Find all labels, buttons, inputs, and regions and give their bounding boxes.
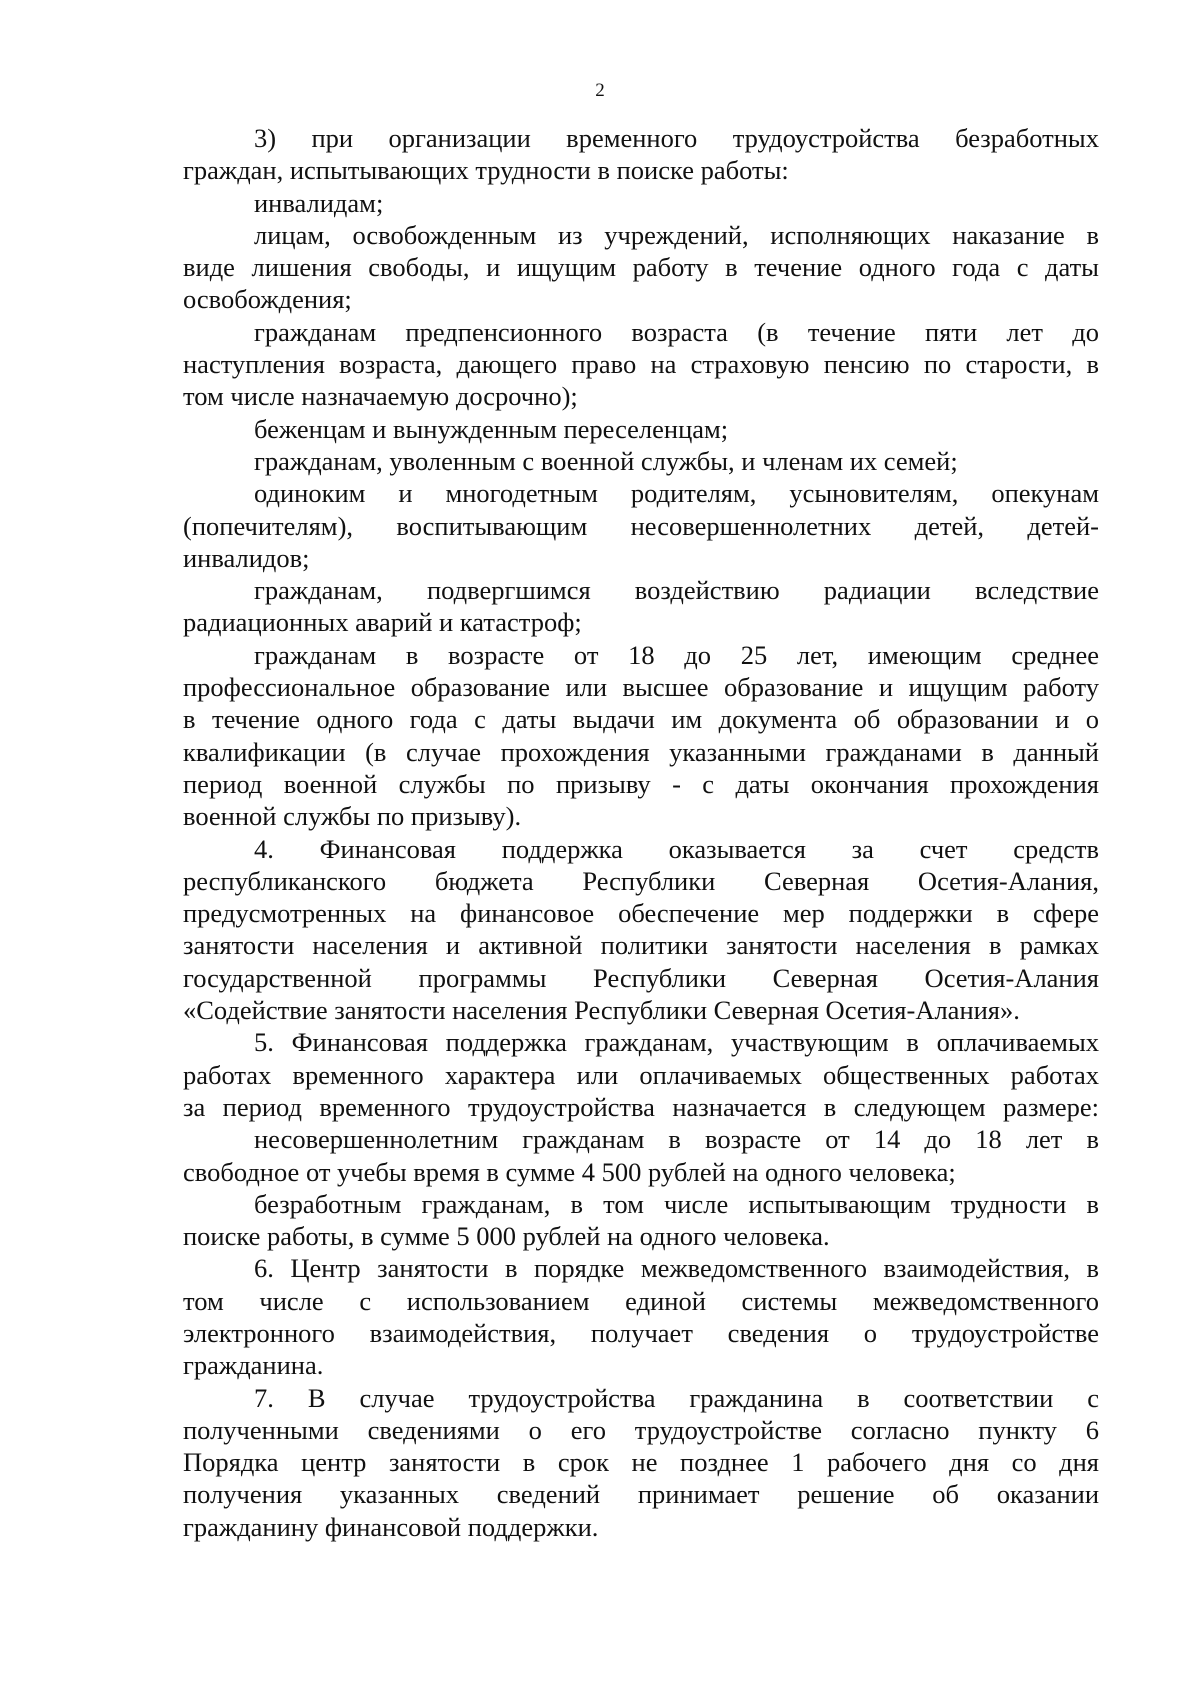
text-line: виде лишения свободы, и ищущим работу в течение одного года с даты (183, 252, 1099, 283)
text-line: 4. Финансовая поддержка оказывается за счет средств (254, 833, 1099, 864)
text-line: 6. Центр занятости в порядке межведомственного взаимодействия, в (254, 1253, 1099, 1284)
text-line: граждан, испытывающих трудности в поиске работы: (183, 155, 789, 186)
text-line: электронного взаимодействия, получает сведения о трудоустройстве (183, 1317, 1099, 1348)
text-line: безработным гражданам, в том числе испытывающим трудности в (254, 1188, 1099, 1219)
text-line: Порядка центр занятости в срок не позднее 1 рабочего дня со дня (183, 1447, 1099, 1478)
text-line: 3) при организации временного трудоустройства безработных (254, 123, 1099, 153)
text-line: беженцам и вынужденным переселенцам; (254, 413, 729, 444)
text-line: радиационных аварий и катастроф; (183, 607, 582, 638)
text-line: 5. Финансовая поддержка гражданам, участвующим в оплачиваемых (254, 1027, 1099, 1058)
text-line: гражданам, уволенным с военной службы, и членам их семей; (254, 445, 958, 476)
text-line: в течение одного года с даты выдачи им документа об образовании и о (183, 704, 1099, 735)
text-line: освобождения; (183, 284, 352, 315)
text-line: том числе назначаемую досрочно); (183, 381, 578, 412)
text-line: гражданину финансовой поддержки. (183, 1511, 599, 1542)
text-line: за период временного трудоустройства назначается в следующем размере: (183, 1091, 1099, 1122)
text-line: квалификации (в случае прохождения указанными гражданами в данный (183, 736, 1099, 767)
document-body (183, 122, 1099, 1543)
text-line: «Содействие занятости населения Республики Северная Осетия-Алания». (183, 995, 1020, 1026)
text-line: одиноким и многодетным родителям, усыновителям, опекунам (254, 478, 1099, 509)
text-line: предусмотренных на финансовое обеспечение мер поддержки в сфере (183, 898, 1099, 929)
text-line: государственной программы Республики Северная Осетия-Алания (183, 962, 1099, 993)
text-line: том числе с использованием единой системы межведомственного (183, 1285, 1099, 1316)
text-line: гражданам, подвергшимся воздействию радиации вследствие (254, 575, 1099, 606)
text-line: профессиональное образование или высшее образование и ищущим работу (183, 672, 1099, 703)
text-line: гражданам в возрасте от 18 до 25 лет, имеющим среднее (254, 639, 1099, 670)
text-line: лицам, освобожденным из учреждений, исполняющих наказание в (254, 219, 1099, 250)
text-line: 7. В случае трудоустройства гражданина в соответствии с (254, 1382, 1099, 1413)
text-line: работах временного характера или оплачиваемых общественных работах (183, 1059, 1099, 1090)
page-number: 2 (595, 80, 605, 101)
text-line: получения указанных сведений принимает решение об оказании (183, 1479, 1099, 1510)
text-line: несовершеннолетним гражданам в возрасте от 14 до 18 лет в (254, 1124, 1099, 1155)
text-line: гражданина. (183, 1350, 324, 1381)
text-line: свободное от учебы время в сумме 4 500 рублей на одного человека; (183, 1156, 956, 1187)
text-line: период военной службы по призыву - с даты окончания прохождения (183, 768, 1099, 799)
text-line: занятости населения и активной политики занятости населения в рамках (183, 930, 1099, 961)
text-line: республиканского бюджета Республики Северная Осетия-Алания, (183, 865, 1099, 896)
text-line: инвалидам; (254, 187, 384, 218)
text-line: гражданам предпенсионного возраста (в течение пяти лет до (254, 316, 1099, 347)
text-line: полученными сведениями о его трудоустройстве согласно пункту 6 (183, 1414, 1099, 1445)
text-line: наступления возраста, дающего право на страховую пенсию по старости, в (183, 349, 1099, 380)
text-line: инвалидов; (183, 542, 310, 573)
text-line: (попечителям), воспитывающим несовершеннолетних детей, детей- (183, 510, 1099, 541)
text-line: военной службы по призыву). (183, 801, 522, 832)
text-line: поиске работы, в сумме 5 000 рублей на одного человека. (183, 1221, 830, 1252)
